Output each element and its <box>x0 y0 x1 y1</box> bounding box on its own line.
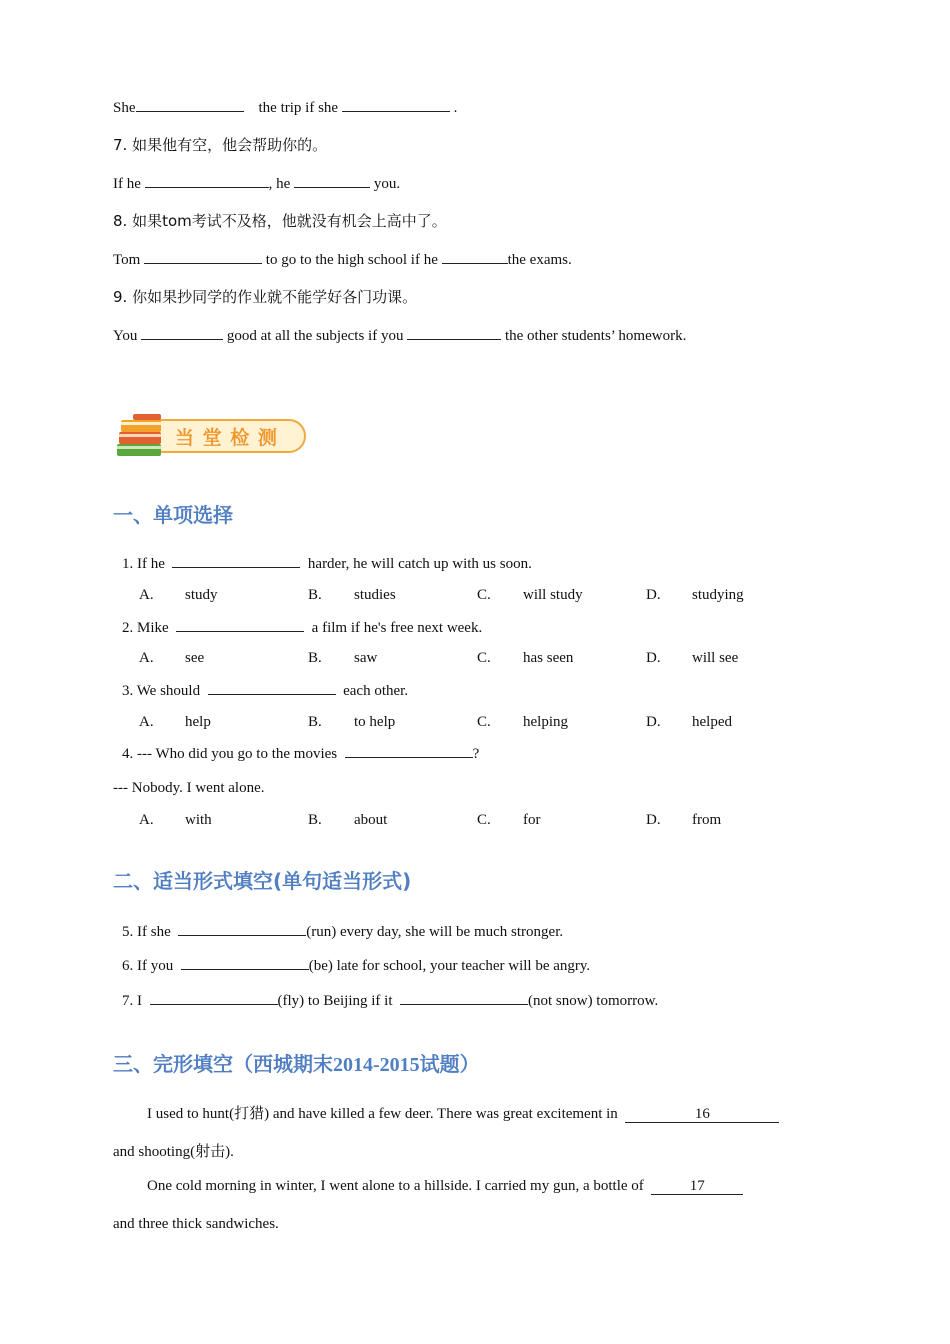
s1-q2-stem-pre: 2. Mike <box>122 620 169 636</box>
s2-q7-pre: 7. I <box>122 993 142 1009</box>
section1-heading: 一、单项选择 <box>113 503 233 527</box>
section2-heading <box>113 868 411 894</box>
s1-q1-blank[interactable] <box>172 553 300 568</box>
s1-q4-option-c-letter: C. <box>477 812 491 828</box>
s1-q3-option-d-letter: D. <box>646 714 661 730</box>
section3-heading-post: 试题） <box>419 1052 480 1076</box>
section2-heading-paren: (单句适当形式) <box>273 869 412 893</box>
section3-heading-pre: 三、完形填空（西城期末 <box>113 1052 333 1076</box>
cloze-blank-16[interactable]: 16 <box>625 1106 779 1123</box>
s1-q1-option-b-letter: B. <box>308 587 322 603</box>
s1-q4-option-d-letter: D. <box>646 812 661 828</box>
s1-q1-stem <box>122 553 532 574</box>
s1-q3-option-c-letter: C. <box>477 714 491 730</box>
q8-text-post: the exams. <box>507 252 572 268</box>
s1-q1-option-d-letter: D. <box>646 587 661 603</box>
s1-q3-stem-post: each other. <box>343 683 409 699</box>
s3-p1-line2: and shooting(射击). <box>113 1144 234 1160</box>
s1-q1-option-a-text[interactable]: study <box>185 587 218 603</box>
s2-q5-post: (run) every day, she will be much stronger. <box>306 924 564 940</box>
s1-q4-stem <box>122 743 479 764</box>
s1-q3-stem <box>122 680 408 701</box>
s3-p1-line1 <box>147 1104 779 1124</box>
s1-q4-blank[interactable] <box>345 743 473 758</box>
s1-q3-option-a-text[interactable]: help <box>185 714 211 730</box>
s1-q1-stem-post: harder, he will catch up with us soon. <box>307 556 532 572</box>
s1-q2-blank[interactable] <box>176 617 304 632</box>
s1-q4-option-b-text[interactable]: about <box>354 812 388 828</box>
s1-q3-stem-pre: 3. We should <box>122 683 201 699</box>
s1-q1-stem-pre: 1. If he <box>122 556 165 572</box>
section3-heading <box>113 1051 480 1078</box>
class-test-label: 当 堂 检 测 <box>175 427 278 449</box>
q9-english-line <box>113 325 686 346</box>
s1-q2-option-d-text[interactable]: will see <box>692 650 739 666</box>
q9-blank-2[interactable] <box>407 325 501 340</box>
s2-q7-line <box>122 990 658 1011</box>
q8-text-mid: to go to the high school if he <box>265 252 438 268</box>
s2-q7-blank-2[interactable] <box>400 990 528 1005</box>
s2-q6-post: (be) late for school, your teacher will be angry. <box>308 958 591 974</box>
s1-q4-option-d-text[interactable]: from <box>692 812 722 828</box>
s2-q7-post: (not snow) tomorrow. <box>527 993 659 1009</box>
q8-text-pre: Tom <box>113 252 141 268</box>
q9-chinese-line: 9. 你如果抄同学的作业就不能学好各门功课。 <box>113 288 418 306</box>
s1-q1-option-c-letter: C. <box>477 587 491 603</box>
s3-p1-line1-text: I used to hunt(打猎) and have killed a few deer. There was great excitement in <box>147 1106 618 1122</box>
s1-q4-stem-pre: 4. --- Who did you go to the movies <box>122 746 338 762</box>
s1-q1-option-a-letter: A. <box>139 587 154 603</box>
s1-q4-stem-post: ? <box>472 746 480 762</box>
s1-q3-option-b-text[interactable]: to help <box>354 714 396 730</box>
s1-q2-option-a-letter: A. <box>139 650 154 666</box>
s1-q4-option-a-text[interactable]: with <box>185 812 212 828</box>
q8-chinese-line: 8. 如果tom考试不及格，他就没有机会上高中了。 <box>113 212 447 230</box>
s3-p2-line2: and three thick sandwiches. <box>113 1216 279 1232</box>
s2-q7-mid: (fly) to Beijing if it <box>277 993 393 1009</box>
s1-q2-option-b-text[interactable]: saw <box>354 650 378 666</box>
q8-blank-1[interactable] <box>144 249 262 264</box>
s1-q4-reply: --- Nobody. I went alone. <box>113 780 265 796</box>
q6-blank-1[interactable] <box>136 97 244 112</box>
q6-english-line <box>113 97 457 118</box>
s1-q3-option-a-letter: A. <box>139 714 154 730</box>
s1-q4-option-a-letter: A. <box>139 812 154 828</box>
s1-q2-option-a-text[interactable]: see <box>185 650 205 666</box>
class-test-badge <box>113 410 309 462</box>
section2-heading-main: 二、适当形式填空 <box>113 869 273 893</box>
s2-q6-blank[interactable] <box>181 955 309 970</box>
s2-q5-pre: 5. If she <box>122 924 171 940</box>
q6-text-post: . <box>453 100 458 116</box>
q9-text-mid: good at all the subjects if you <box>226 328 404 344</box>
s1-q3-option-d-text[interactable]: helped <box>692 714 732 730</box>
s1-q2-stem <box>122 617 482 638</box>
s1-q2-option-c-letter: C. <box>477 650 491 666</box>
s1-q4-option-c-text[interactable]: for <box>523 812 541 828</box>
s1-q1-option-c-text[interactable]: will study <box>523 587 583 603</box>
q6-text-pre: She <box>113 100 136 116</box>
q9-text-post: the other students’ homework. <box>504 328 687 344</box>
q9-blank-1[interactable] <box>141 325 223 340</box>
s2-q5-line <box>122 921 563 942</box>
s1-q3-blank[interactable] <box>208 680 336 695</box>
s1-q2-option-c-text[interactable]: has seen <box>523 650 574 666</box>
q8-english-line <box>113 249 572 270</box>
s1-q2-option-d-letter: D. <box>646 650 661 666</box>
q8-blank-2[interactable] <box>442 249 508 264</box>
s3-p2-line1-text: One cold morning in winter, I went alone to a hillside. I carried my gun, a bottle of <box>147 1178 644 1194</box>
s2-q6-line <box>122 955 590 976</box>
s1-q1-option-d-text[interactable]: studying <box>692 587 744 603</box>
q6-text-mid: the trip if she <box>258 100 339 116</box>
s2-q6-pre: 6. If you <box>122 958 174 974</box>
q7-text-pre: If he <box>113 176 141 192</box>
s1-q2-stem-post: a film if he's free next week. <box>311 620 483 636</box>
q7-english-line <box>113 173 400 194</box>
q9-text-pre: You <box>113 328 138 344</box>
q7-text-mid: , he <box>268 176 291 192</box>
s2-q7-blank-1[interactable] <box>150 990 278 1005</box>
cloze-blank-17[interactable]: 17 <box>651 1178 743 1195</box>
s3-p2-line1 <box>147 1176 743 1196</box>
q7-text-post: you. <box>373 176 401 192</box>
s2-q5-blank[interactable] <box>178 921 306 936</box>
q7-blank-1[interactable] <box>145 173 269 188</box>
s1-q3-option-c-text[interactable]: helping <box>523 714 568 730</box>
q6-blank-2[interactable] <box>342 97 450 112</box>
s1-q4-option-b-letter: B. <box>308 812 322 828</box>
q7-chinese-line: 7. 如果他有空，他会帮助你的。 <box>113 136 328 154</box>
q7-blank-2[interactable] <box>294 173 370 188</box>
section3-heading-year: 2014-2015 <box>333 1054 420 1076</box>
s1-q1-option-b-text[interactable]: studies <box>354 587 396 603</box>
s1-q2-option-b-letter: B. <box>308 650 322 666</box>
s1-q3-option-b-letter: B. <box>308 714 322 730</box>
